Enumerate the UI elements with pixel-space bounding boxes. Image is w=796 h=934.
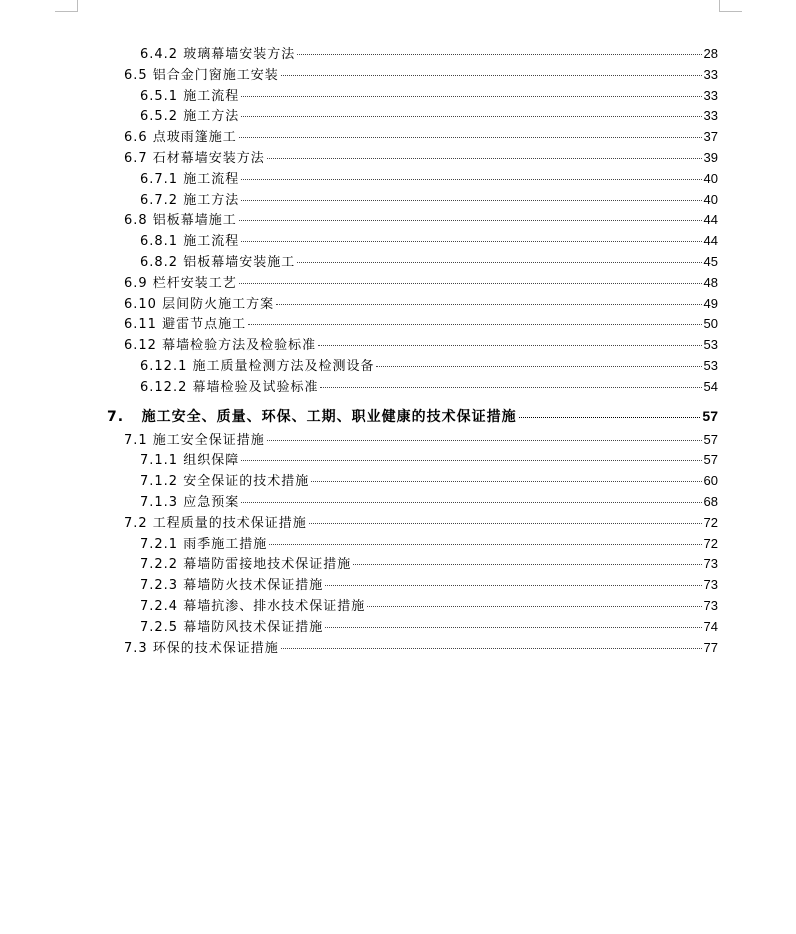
toc-dot-leader <box>267 158 702 159</box>
toc-dot-leader <box>281 648 702 649</box>
toc-entry-title: 7.3 环保的技术保证措施 <box>124 640 279 656</box>
toc-dot-leader <box>519 417 701 418</box>
toc-dot-leader <box>239 137 702 138</box>
toc-entry[interactable] <box>124 638 718 658</box>
toc-entry-title: 6.5.1 施工流程 <box>140 88 240 104</box>
toc-entry[interactable] <box>140 617 718 637</box>
toc-entry[interactable] <box>140 44 718 64</box>
toc-entry[interactable] <box>140 492 718 512</box>
toc-entry-title: 7.2.2 幕墙防雷接地技术保证措施 <box>140 557 352 573</box>
toc-entry-page-number: 33 <box>703 87 718 103</box>
toc-entry-page-number: 39 <box>703 150 718 165</box>
toc-entry-page-number: 48 <box>703 274 718 290</box>
toc-entry[interactable] <box>140 231 718 251</box>
toc-entry-page-number: 57 <box>702 407 718 424</box>
toc-entry-page-number: 33 <box>703 108 718 124</box>
toc-entry[interactable] <box>107 406 718 426</box>
toc-dot-leader <box>241 96 701 97</box>
toc-entry-page-number: 77 <box>703 639 718 655</box>
toc-entry-title: 6.10 层间防火施工方案 <box>124 296 275 312</box>
toc-dot-leader <box>281 75 702 76</box>
toc-dot-leader <box>241 502 701 503</box>
page-corner-mark-left <box>55 0 78 12</box>
toc-entry-title: 7.2.3 幕墙防火技术保证措施 <box>140 578 324 594</box>
toc-entry-page-number: 72 <box>703 514 718 530</box>
toc-entry[interactable] <box>140 86 718 106</box>
page-corner-mark-right <box>719 0 742 12</box>
toc-entry-page-number: 53 <box>703 358 718 373</box>
toc-entry-page-number: 54 <box>703 378 718 394</box>
toc-entry-page-number: 44 <box>703 212 718 228</box>
toc-entry-page-number: 49 <box>703 295 718 311</box>
toc-entry[interactable] <box>140 169 718 189</box>
toc-entry[interactable] <box>140 377 718 397</box>
toc-entry-title: 6.7 石材幕墙安装方法 <box>124 151 265 166</box>
toc-entry[interactable] <box>124 430 718 450</box>
toc-dot-leader <box>297 262 701 263</box>
toc-entry[interactable] <box>124 210 718 230</box>
toc-entry-title: 6.11 避雷节点施工 <box>124 317 247 333</box>
toc-entry-title: 6.7.2 施工方法 <box>140 192 240 208</box>
toc-entry-title: 6.5 铝合金门窗施工安装 <box>124 67 279 83</box>
toc-entry-title: 7.2.1 雨季施工措施 <box>140 536 268 552</box>
toc-entry-page-number: 73 <box>703 556 718 572</box>
toc-entry-page-number: 33 <box>703 66 718 82</box>
toc-entry-page-number: 37 <box>703 129 718 145</box>
toc-dot-leader <box>367 606 701 607</box>
toc-entry-title: 7.2.4 幕墙抗渗、排水技术保证措施 <box>140 599 366 614</box>
toc-entry-page-number: 53 <box>703 337 718 353</box>
toc-dot-leader <box>276 304 701 305</box>
toc-entry-title: 6.12 幕墙检验方法及检验标准 <box>124 338 317 354</box>
toc-entry[interactable] <box>140 450 718 470</box>
toc-entry[interactable] <box>124 273 718 293</box>
toc-dot-leader <box>325 627 701 628</box>
toc-dot-leader <box>241 179 701 180</box>
toc-entry[interactable] <box>140 575 718 595</box>
toc-dot-leader <box>353 564 701 565</box>
toc-entry-title: 7.1 施工安全保证措施 <box>124 432 265 448</box>
toc-entry-title: 6.4.2 玻璃幕墙安装方法 <box>140 47 296 62</box>
toc-dot-leader <box>239 220 702 221</box>
toc-entry-page-number: 73 <box>703 577 718 593</box>
toc-entry-page-number: 40 <box>703 170 718 186</box>
toc-dot-leader <box>241 241 701 242</box>
toc-entry-title: 6.8.2 铝板幕墙安装施工 <box>140 255 296 270</box>
toc-entry-title: 7.2 工程质量的技术保证措施 <box>124 515 307 531</box>
toc-entry-page-number: 73 <box>703 598 718 613</box>
toc-entry-title: 6.12.2 幕墙检验及试验标准 <box>140 379 319 395</box>
toc-dot-leader <box>248 324 701 325</box>
toc-entry[interactable] <box>124 314 718 334</box>
toc-entry-page-number: 44 <box>703 233 718 249</box>
toc-entry-title: 6.6 点玻雨篷施工 <box>124 130 237 146</box>
toc-entry-title: 6.5.2 施工方法 <box>140 109 240 125</box>
toc-entry-page-number: 74 <box>703 618 718 634</box>
toc-dot-leader <box>311 481 701 482</box>
toc-entry-title: 6.12.1 施工质量检测方法及检测设备 <box>140 359 375 374</box>
toc-entry[interactable] <box>140 534 718 554</box>
toc-dot-leader <box>241 460 701 461</box>
toc-entry-page-number: 57 <box>703 431 718 447</box>
toc-entry-page-number: 57 <box>703 452 718 468</box>
toc-entry[interactable] <box>140 106 718 126</box>
toc-dot-leader <box>318 345 701 346</box>
toc-entry-title: 7.1.2 安全保证的技术措施 <box>140 474 310 490</box>
toc-dot-leader <box>376 366 701 367</box>
toc-dot-leader <box>325 585 701 586</box>
toc-entry[interactable] <box>124 65 718 85</box>
toc-entry[interactable] <box>140 356 718 376</box>
toc-entry-title: 6.9 栏杆安装工艺 <box>124 275 237 291</box>
toc-entry-title: 7.1.1 组织保障 <box>140 453 240 469</box>
toc-entry[interactable] <box>124 127 718 147</box>
toc-entry-page-number: 40 <box>703 191 718 207</box>
toc-entry[interactable] <box>140 554 718 574</box>
toc-entry[interactable] <box>124 148 718 168</box>
toc-entry-title: 7. 施工安全、质量、环保、工期、职业健康的技术保证措施 <box>107 408 517 425</box>
toc-entry-page-number: 60 <box>703 473 718 489</box>
toc-entry-title: 6.7.1 施工流程 <box>140 171 240 187</box>
toc-entry-page-number: 50 <box>703 316 718 332</box>
toc-entry[interactable] <box>124 294 718 314</box>
toc-dot-leader <box>309 523 702 524</box>
toc-dot-leader <box>269 544 701 545</box>
toc-entry-title: 6.8 铝板幕墙施工 <box>124 213 237 229</box>
toc-entry[interactable] <box>140 596 718 616</box>
toc-dot-leader <box>239 283 702 284</box>
toc-dot-leader <box>320 387 701 388</box>
toc-entry-title: 7.2.5 幕墙防风技术保证措施 <box>140 619 324 635</box>
toc-entry-title: 7.1.3 应急预案 <box>140 495 240 510</box>
toc-dot-leader <box>241 116 701 117</box>
toc-entry[interactable] <box>124 335 718 355</box>
toc-entry-page-number: 45 <box>703 254 718 269</box>
toc-entry[interactable] <box>140 471 718 491</box>
toc-entry[interactable] <box>124 513 718 533</box>
toc-dot-leader <box>297 54 701 55</box>
toc-entry-page-number: 72 <box>703 535 718 551</box>
toc-entry-page-number: 28 <box>703 46 718 61</box>
toc-dot-leader <box>241 200 701 201</box>
toc-entry-title: 6.8.1 施工流程 <box>140 234 240 250</box>
toc-entry-page-number: 68 <box>703 494 718 509</box>
toc-entry[interactable] <box>140 190 718 210</box>
toc-dot-leader <box>267 440 702 441</box>
toc-entry[interactable] <box>140 252 718 272</box>
